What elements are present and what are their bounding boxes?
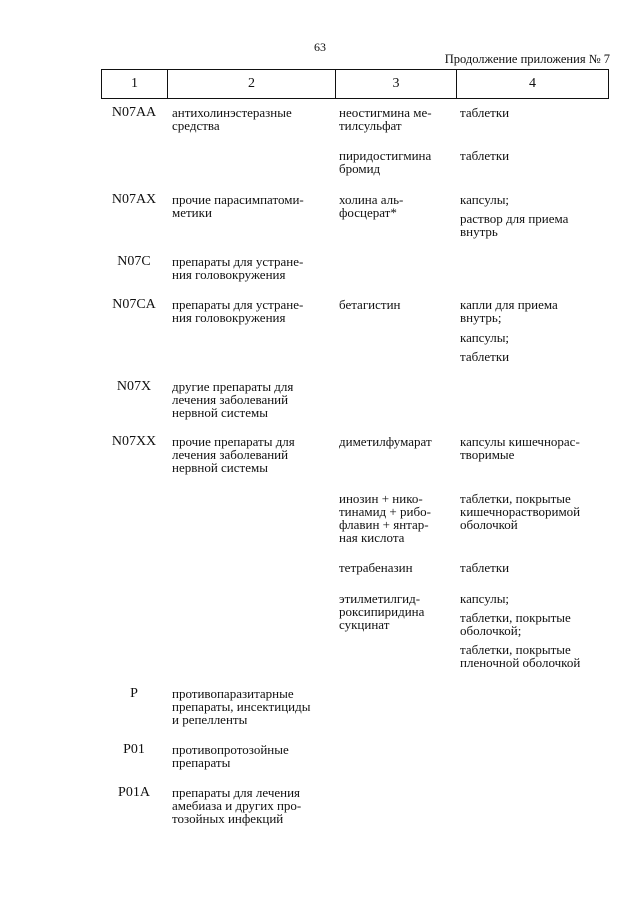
- group-name: препараты для лечения амебиаза и других про- тозойных инфекций: [172, 785, 302, 826]
- continuation-label: Продолжение приложения № 7: [444, 52, 610, 66]
- column-header-2: 2: [168, 70, 336, 98]
- column-header-1: 1: [102, 70, 168, 98]
- column-header-3: 3: [336, 70, 457, 98]
- dosage-form: таблетки: [460, 349, 510, 364]
- atc-code: N07AA: [111, 105, 157, 120]
- atc-code: N07AX: [111, 192, 157, 207]
- group-name: препараты для устране- ния головокружения: [172, 297, 304, 325]
- group-name: прочие препараты для лечения заболеваний нервной системы: [172, 434, 295, 475]
- group-name: противопротозойные препараты: [172, 742, 289, 770]
- dosage-form: раствор для приема внутрь: [460, 211, 569, 239]
- atc-code: P: [130, 686, 138, 701]
- drug-name: холина аль- фосцерат*: [339, 192, 404, 220]
- group-name: противопаразитарные препараты, инсектициды и репелленты: [172, 686, 311, 727]
- atc-code: N07X: [116, 379, 152, 394]
- atc-code: N07CA: [112, 297, 156, 312]
- dosage-form: таблетки, покрытые оболочкой;: [460, 610, 571, 638]
- atc-code: P01: [123, 742, 145, 757]
- drug-name: инозин + нико- тинамид + рибо- флавин + янтар- ная кислота: [339, 491, 431, 545]
- drug-name: диметилфумарат: [339, 434, 432, 449]
- group-name: антихолинэстеразные средства: [172, 105, 292, 133]
- atc-code: N07C: [117, 254, 151, 269]
- atc-code: P01A: [118, 785, 150, 800]
- dosage-form: капсулы;: [460, 591, 510, 606]
- drug-name: бетагистин: [339, 297, 401, 312]
- dosage-form: таблетки: [460, 105, 510, 120]
- dosage-form: таблетки: [460, 148, 510, 163]
- dosage-form: капсулы;: [460, 192, 510, 207]
- drug-name: тетрабеназин: [339, 560, 413, 575]
- drug-name: неостигмина ме- тилсульфат: [339, 105, 432, 133]
- drug-name: пиридостигмина бромид: [339, 148, 432, 176]
- drug-name: этилметилгид- роксипиридина сукцинат: [339, 591, 425, 632]
- column-header-4: 4: [529, 76, 536, 91]
- dosage-form: капли для приема внутрь;: [460, 297, 558, 325]
- group-name: препараты для устране- ния головокружения: [172, 254, 304, 282]
- dosage-form: капсулы кишечнорас- творимые: [460, 434, 580, 462]
- dosage-form: таблетки, покрытые пленочной оболочкой: [460, 642, 581, 670]
- dosage-form: таблетки, покрытые кишечнорастворимой оболочкой: [460, 491, 581, 532]
- dosage-form: таблетки: [460, 560, 510, 575]
- dosage-form: капсулы;: [460, 330, 510, 345]
- table-header: [101, 69, 609, 99]
- group-name: другие препараты для лечения заболеваний нервной системы: [172, 379, 294, 420]
- atc-code: N07XX: [111, 434, 157, 449]
- page-number: 63: [314, 40, 326, 54]
- group-name: прочие парасимпатоми- метики: [172, 192, 304, 220]
